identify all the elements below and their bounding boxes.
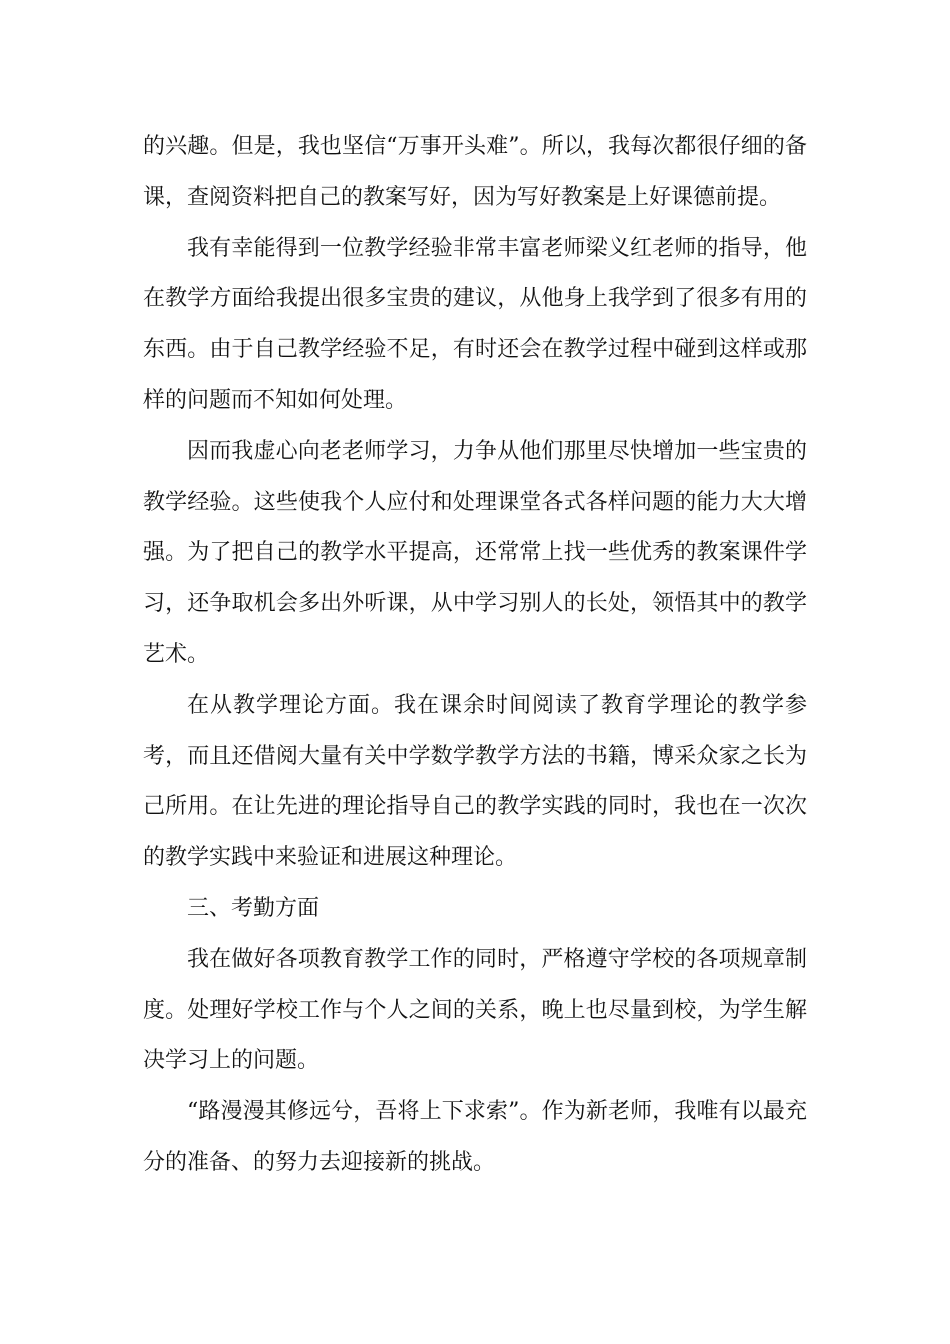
paragraph-mentor: 我有幸能得到一位教学经验非常丰富老师梁义红老师的指导，他在教学方面给我提出很多宝贵的建议，从他身上我学到了很多有用的东西。由于自己教学经验不足，有时还会在教学过程中碰到这样或那样的问题而不知如何处理。 xyxy=(143,235,807,413)
paragraph-continuation: 的兴趣。但是，我也坚信“万事开头难”。所以，我每次都很仔细的备课，查阅资料把自己的教案写好，因为写好教案是上好课德前提。 xyxy=(143,134,807,210)
paragraph-learning: 因而我虚心向老老师学习，力争从他们那里尽快增加一些宝贵的教学经验。这些使我个人应付和处理课堂各式各样问题的能力大大增强。为了把自己的教学水平提高，还常常上找一些优秀的教案课件学习，还争取机会多出外听课，从中学习别人的长处，领悟其中的教学艺术。 xyxy=(143,438,807,667)
paragraph-closing: “路漫漫其修远兮，吾将上下求索”。作为新老师，我唯有以最充分的准备、的努力去迎接新的挑战。 xyxy=(143,1099,807,1175)
paragraph-theory: 在从教学理论方面。我在课余时间阅读了教育学理论的教学参考，而且还借阅大量有关中学数学教学方法的书籍，博采众家之长为己所用。在让先进的理论指导自己的教学实践的同时，我也在一次次的教学实践中来验证和进展这种理论。 xyxy=(143,692,807,871)
section-heading-attendance: 三、考勤方面 xyxy=(187,895,320,921)
paragraph-attendance: 我在做好各项教育教学工作的同时，严格遵守学校的各项规章制度。处理好学校工作与个人之间的关系，晚上也尽量到校，为学生解决学习上的问题。 xyxy=(143,946,807,1074)
document-body xyxy=(143,122,807,1189)
